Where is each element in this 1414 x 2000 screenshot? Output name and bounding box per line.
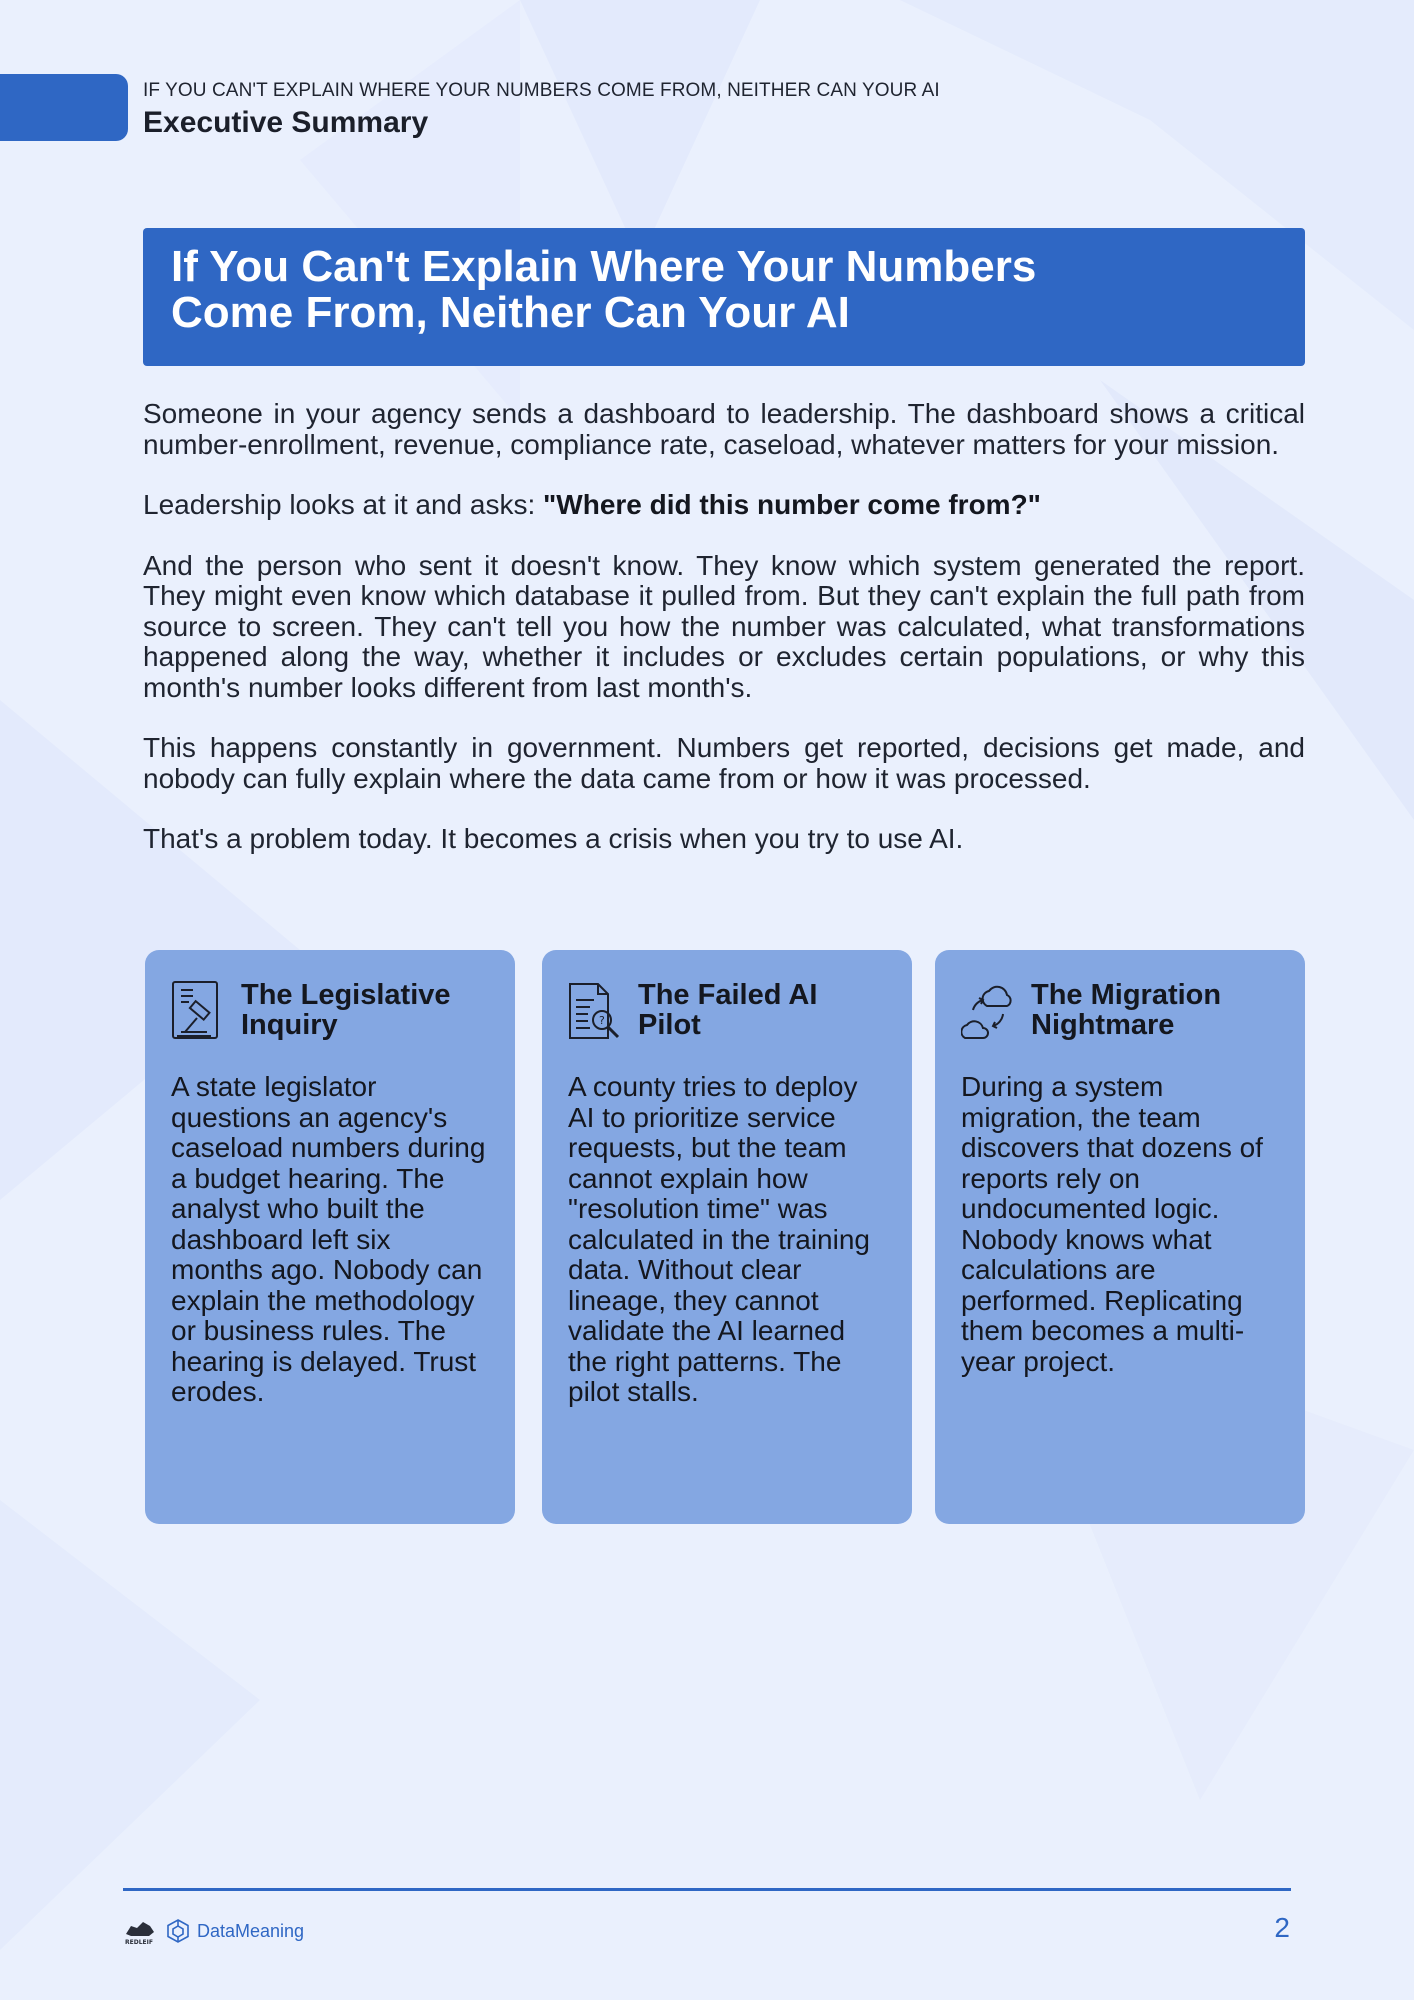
page-number: 2 bbox=[1274, 1912, 1290, 1943]
document-search-icon bbox=[568, 980, 622, 1042]
footer-divider bbox=[123, 1888, 1291, 1891]
card-title: The Migration Nightmare bbox=[1031, 979, 1222, 1041]
header-accent-tab bbox=[0, 74, 128, 141]
paragraph-2-lead: Leadership looks at it and asks: bbox=[143, 489, 544, 520]
paragraph-2-quote: "Where did this number come from?" bbox=[543, 489, 1041, 520]
card-text: A state legislator questions an agency's caseload numbers during a budget hearing. The analyst who built the dashboard left six months ago. Nobody can explain the methodology or business rules. The hearing is delayed. Trust erodes. bbox=[171, 1071, 486, 1407]
datameaning-logo-icon bbox=[165, 1918, 191, 1944]
redleif-logo-text: REDLEIF bbox=[125, 1939, 153, 1946]
paragraph-4: This happens constantly in government. Numbers get reported, decisions get made, and nobody can fully explain where the data came from or how it was processed. bbox=[143, 732, 1305, 794]
section-heading: Executive Summary bbox=[143, 106, 429, 139]
page-title: If You Can't Explain Where Your Numbers Come From, Neither Can Your AI bbox=[171, 242, 1037, 337]
cloud-migration-icon bbox=[961, 980, 1015, 1042]
card-text: A county tries to deploy AI to prioritize service requests, but the team cannot explain how "resolution time" was calculated in the training data. Without clear lineage, they cannot validate the AI learned the right patterns. The pilot stalls. bbox=[568, 1071, 870, 1407]
card-legislative-inquiry bbox=[145, 950, 515, 1524]
card-failed-ai-pilot bbox=[542, 950, 912, 1524]
running-header-title: IF YOU CAN'T EXPLAIN WHERE YOUR NUMBERS COME FROM, NEITHER CAN YOUR AI bbox=[143, 80, 940, 101]
intro-body bbox=[143, 399, 1305, 885]
title-banner bbox=[143, 228, 1305, 366]
footer-logos bbox=[123, 1916, 304, 1946]
gavel-document-icon bbox=[171, 980, 225, 1042]
card-title: The Legislative Inquiry bbox=[241, 979, 451, 1041]
paragraph-3: And the person who sent it doesn't know. They know which system generated the report. They might even know which database it pulled from. But they can't explain the full path from source to screen. They can't tell you how the number was calculated, what transformations happened along the way, whether it includes or excludes certain populations, or why this month's number looks different from last month's. bbox=[143, 549, 1305, 703]
paragraph-2 bbox=[143, 490, 1305, 521]
redleif-logo bbox=[123, 1916, 157, 1946]
card-title: The Failed AI Pilot bbox=[638, 979, 818, 1041]
datameaning-logo-text: DataMeaning bbox=[197, 1920, 305, 1941]
svg-text:?: ? bbox=[599, 1014, 605, 1027]
card-migration-nightmare bbox=[935, 950, 1305, 1524]
card-text: During a system migration, the team discovers that dozens of reports rely on undocumented logic. Nobody knows what calculations are performed. Replicating them becomes a multi-year project. bbox=[961, 1071, 1263, 1377]
paragraph-1: Someone in your agency sends a dashboard to leadership. The dashboard shows a critical number-enrollment, revenue, compliance rate, caseload, whatever matters for your mission. bbox=[143, 398, 1305, 460]
paragraph-5: That's a problem today. It becomes a crisis when you try to use AI. bbox=[143, 823, 964, 854]
